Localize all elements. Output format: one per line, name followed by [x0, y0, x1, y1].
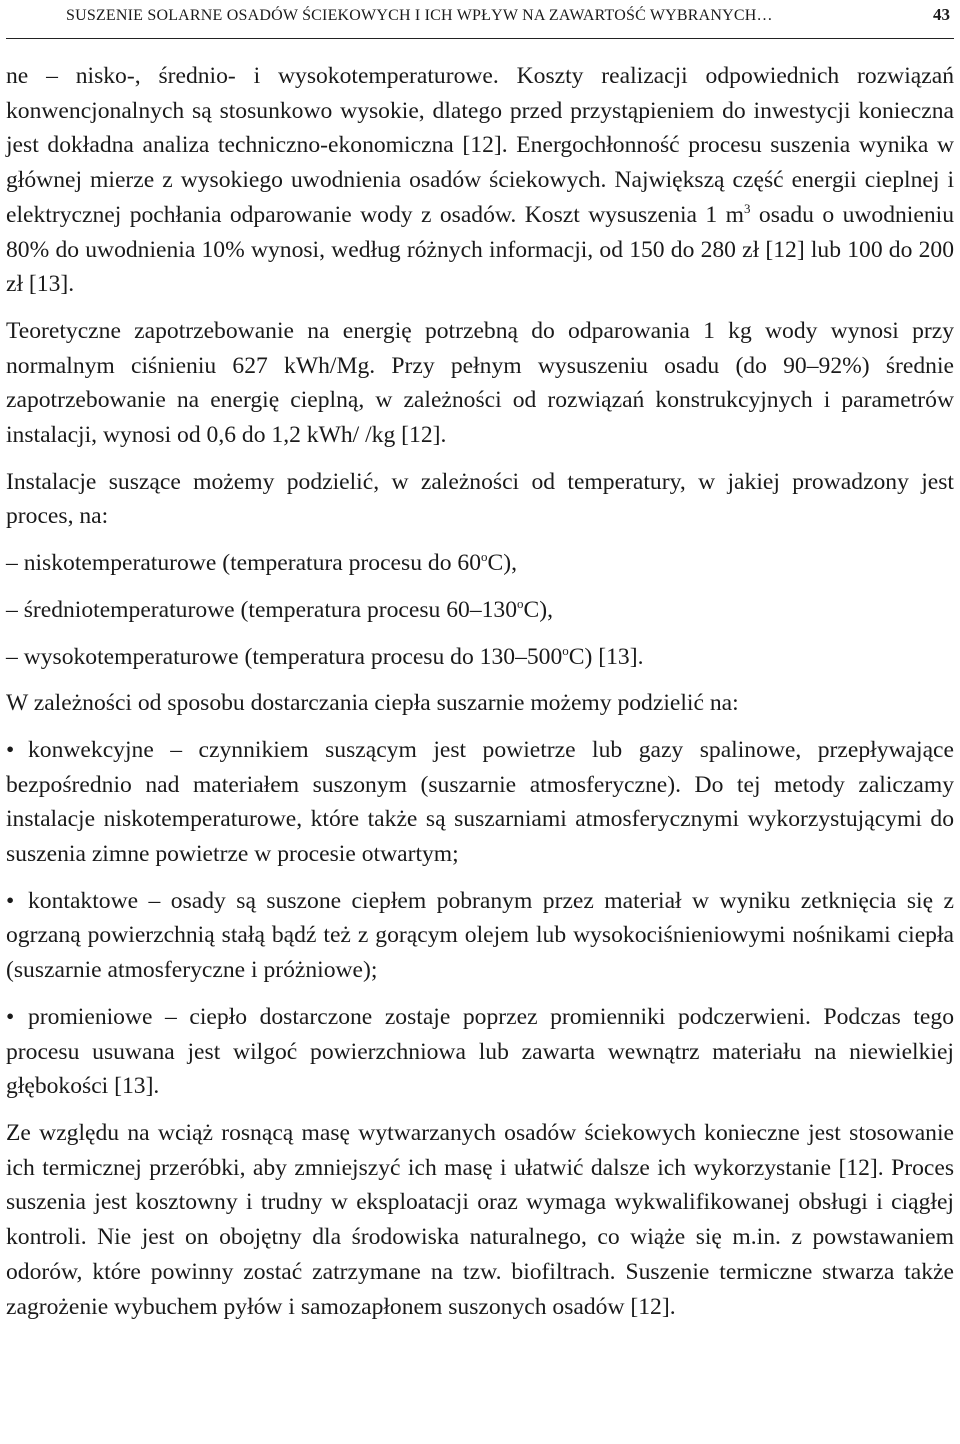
bullet-marker: • — [6, 736, 15, 763]
dash-list-item — [6, 593, 954, 628]
bullet-list-item — [6, 884, 954, 988]
paragraph-2: Teoretyczne zapotrzebowanie na energię potrzebną do odparowania 1 kg wody wynosi przy normalnym ciśnieniu 627 kWh/Mg. Przy pełnym wysuszeniu osadu (do 90–92%) średnie zapotrzebowanie na energię cieplną, w zależności od rozwiązań konstrukcyjnych i parametrów instalacji, wynosi od 0,6 do 1,2 kWh/ /kg [12]. — [6, 317, 954, 449]
superscript-cubic: 3 — [743, 200, 751, 216]
dash-item-text: wysokotemperaturowe (temperatura procesu do 130–500 — [17, 643, 563, 670]
bullet-list-item — [6, 733, 954, 872]
bullet-marker: • — [6, 1003, 15, 1030]
bullet-list-item — [6, 1000, 954, 1104]
bullet-item-text: kontaktowe – osady są suszone ciepłem pobranym przez materiał w wyniku zetknięcia się z ogrzaną powierzchnią stałą bądź też z gorącym olejem lub wysokociśnieniowymi nośnikami ciepła (suszarnie atmosferyczne i próżniowe); — [6, 887, 954, 984]
bullet-item-text: promieniowe – ciepło dostarczone zostaje poprzez promienniki podczerwieni. Podczas tego procesu usuwana jest wilgoć powierzchniowa lub zawarta wewnątrz materiału na niewielkiej głębokości [13]. — [6, 1003, 954, 1100]
page-number: 43 — [933, 5, 950, 24]
dash-item-tail: C) [13]. — [568, 643, 644, 670]
paragraph-1-text: ne – nisko-, średnio- i wysokotemperaturowe. Koszty realizacji odpowiednich rozwiązań konwencjonalnych są stosunkowo wysokie, dlatego przed przystąpieniem do inwestycji konieczna jest dokładna analiza techniczno-ekonomiczna [12]. Energochłonność procesu suszenia wynika w głównej mierze z wysokiego uwodnienia osadów ściekowych. Największą część energii cieplnej i elektrycznej pochłania odparowanie wody z osadów. Koszt wysuszenia 1 m — [6, 63, 954, 228]
body-text — [6, 59, 954, 1324]
dash-list-item — [6, 546, 954, 581]
paragraph-4: W zależności od sposobu dostarczania ciepła suszarnie możemy podzielić na: — [6, 690, 739, 717]
dash-marker: – — [6, 550, 18, 577]
degree-superscript: o — [481, 549, 488, 565]
dash-item-tail: C), — [487, 550, 517, 577]
bullet-item-text: konwekcyjne – czynnikiem suszącym jest powietrze lub gazy spalinowe, przepływające bezpośrednio nad materiałem suszonym (suszarnie atmosferyczne). Do tej metody zaliczamy instalacje niskotemperaturowe, które także są suszarniami atmosferycznymi wykorzystującymi do suszenia zimne powietrze w procesie otwartym; — [6, 736, 954, 868]
dash-item-text: średniotemperaturowe (temperatura procesu 60–130 — [17, 596, 518, 623]
dash-item-text: niskotemperaturowe (temperatura procesu do 60 — [17, 550, 481, 577]
dash-list-item — [6, 640, 954, 675]
paragraph-5: Ze względu na wciąż rosnącą masę wytwarzanych osadów ściekowych konieczne jest stosowanie ich termicznej przeróbki, aby zmniejszyć ich masę i ułatwić dalsze ich wykorzystanie [12]. Proces suszenia jest kosztowny i trudny w eksploatacji oraz wymaga wykwalifikowanej obsługi i ciągłej kontroli. Nie jest on obojętny dla środowiska naturalnego, co wiąże się m.in. z powstawaniem odorów, które powinny zostać zatrzymane na tzw. biofiltrach. Suszenie termiczne stwarza także zagrożenie wybuchem pyłów i samozapłonem suszonych osadów [12]. — [6, 1119, 954, 1320]
paragraph-1-tail: osadu o uwodnieniu 80% do uwodnienia 10% wynosi, według różnych informacji, od 150 do 280 zł [12] lub 100 do 200 zł [13]. — [6, 201, 954, 298]
running-header — [6, 0, 954, 39]
paragraph-3: Instalacje suszące możemy podzielić, w zależności od temperatury, w jakiej prowadzony jest proces, na: — [6, 468, 954, 530]
bullet-marker: • — [6, 887, 15, 914]
dash-marker: – — [6, 596, 18, 623]
paragraph-1 — [6, 59, 954, 302]
dash-marker: – — [6, 643, 18, 670]
running-title: SUSZENIE SOLARNE OSADÓW ŚCIEKOWYCH I ICH WPŁYW NA ZAWARTOŚĆ WYBRANYCH… — [66, 7, 773, 24]
dash-item-tail: C), — [523, 596, 554, 623]
degree-superscript: o — [517, 595, 524, 611]
degree-superscript: o — [562, 642, 569, 658]
